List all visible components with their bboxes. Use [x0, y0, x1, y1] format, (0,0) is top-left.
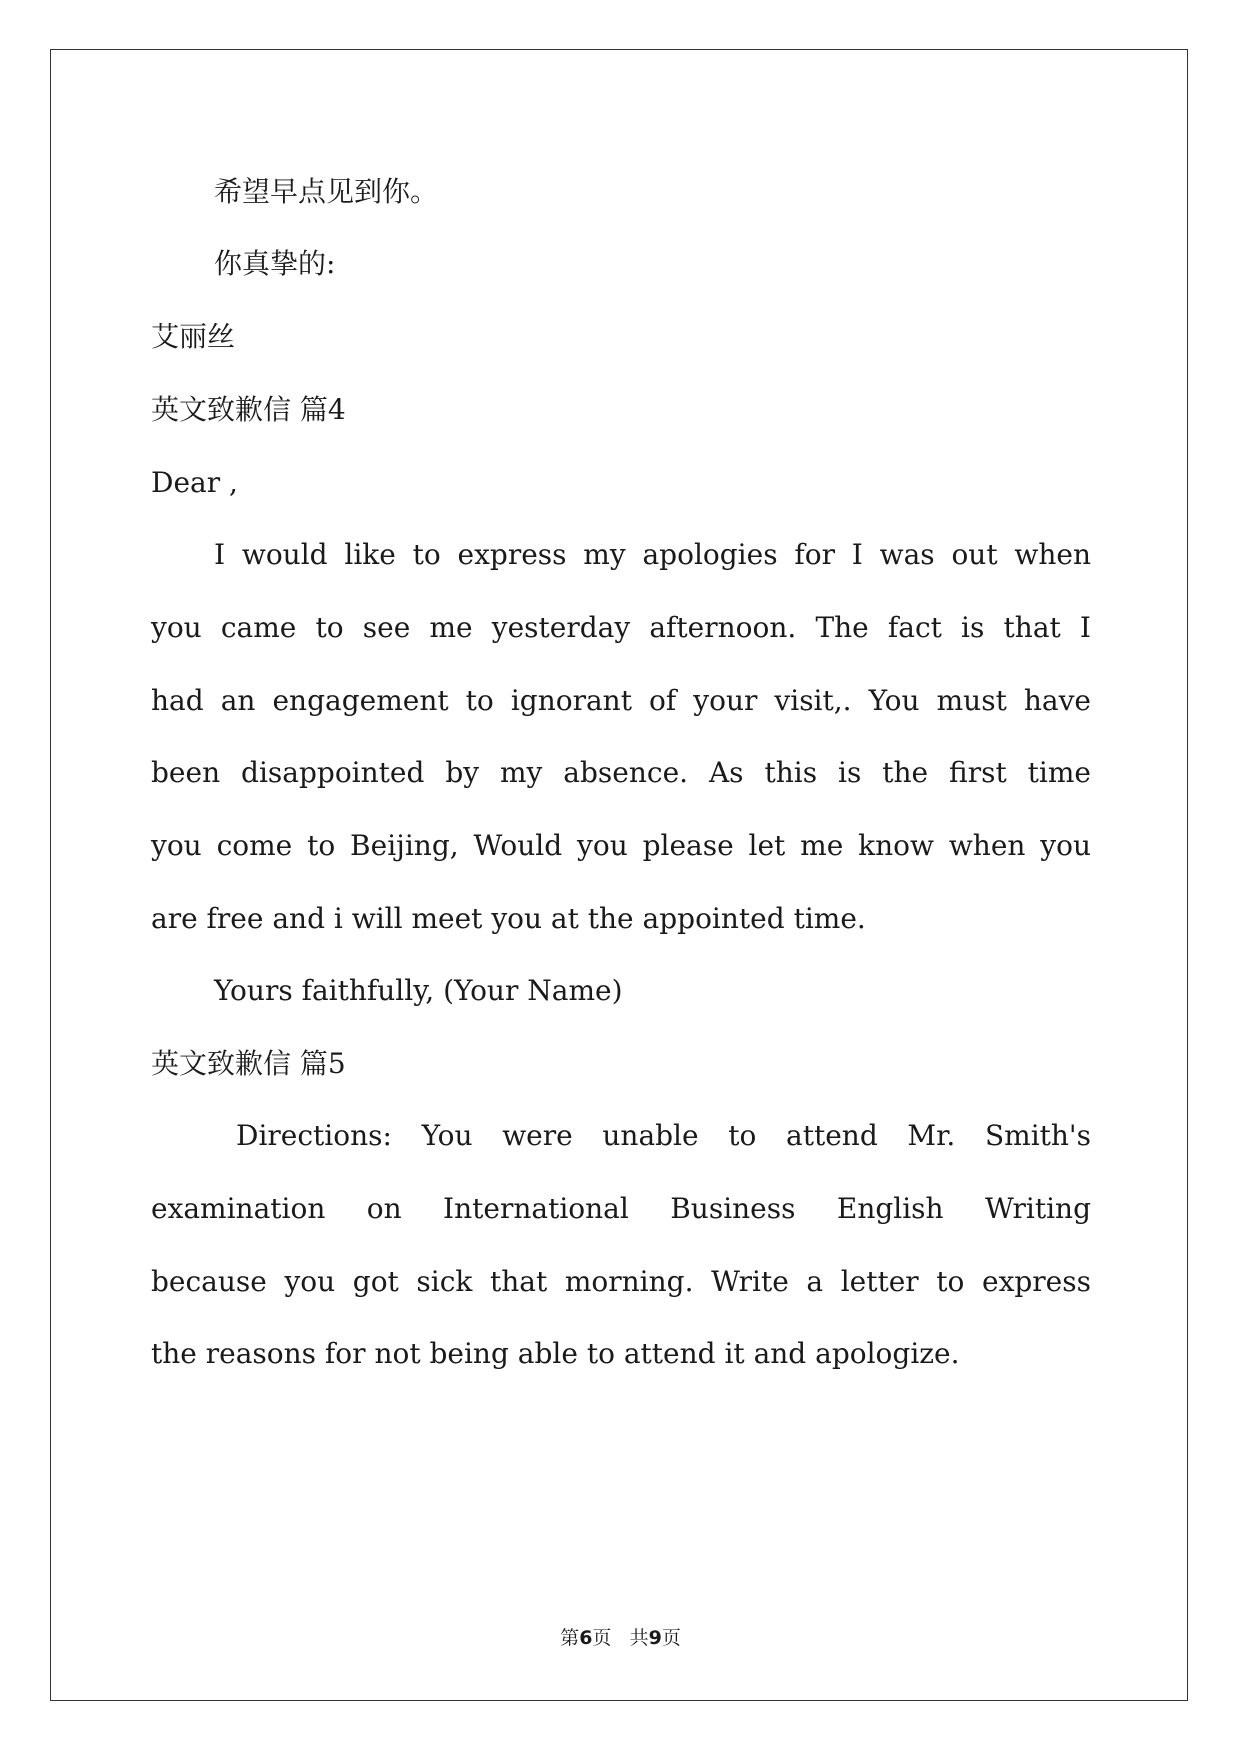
body-paragraph-line: you come to Beijing, Would you please let me know when you	[151, 829, 1091, 862]
directions-line: because you got sick that morning. Write a letter to express	[151, 1265, 1091, 1298]
body-paragraph-line: you came to see me yesterday afternoon. The fact is that I	[151, 611, 1091, 644]
page-suffix: 页	[592, 1627, 612, 1649]
body-paragraph-line: had an engagement to ignorant of your visit,. You must have	[151, 684, 1091, 717]
body-paragraph-line: been disappointed by my absence. As this is the first time	[151, 756, 1091, 789]
body-paragraph-line: I would like to express my apologies for I was out when	[214, 538, 1091, 571]
closing-line: Yours faithfully, (Your Name)	[214, 974, 623, 1007]
directions-line: examination on International Business English Writing	[151, 1192, 1091, 1225]
salutation-line: Dear ,	[151, 466, 238, 499]
signature-line: 艾丽丝	[151, 320, 236, 353]
directions-line: Directions: You were unable to attend Mr. Smith's	[236, 1119, 1091, 1152]
section-heading-4: 英文致歉信 篇4	[151, 393, 346, 426]
section-heading-5: 英文致歉信 篇5	[151, 1047, 346, 1080]
body-paragraph-line: are free and i will meet you at the appointed time.	[151, 902, 866, 935]
total-prefix: 共	[629, 1627, 649, 1649]
sincerely-line: 你真挚的:	[214, 247, 336, 280]
closing-hope-line: 希望早点见到你。	[214, 175, 439, 208]
total-suffix: 页	[661, 1627, 681, 1649]
total-pages: 9	[648, 1627, 662, 1649]
page-footer	[0, 1623, 1241, 1650]
page-prefix: 第	[560, 1627, 580, 1649]
directions-line: the reasons for not being able to attend it and apologize.	[151, 1337, 960, 1370]
page-number: 6	[579, 1627, 593, 1649]
page-border	[50, 49, 1188, 1701]
